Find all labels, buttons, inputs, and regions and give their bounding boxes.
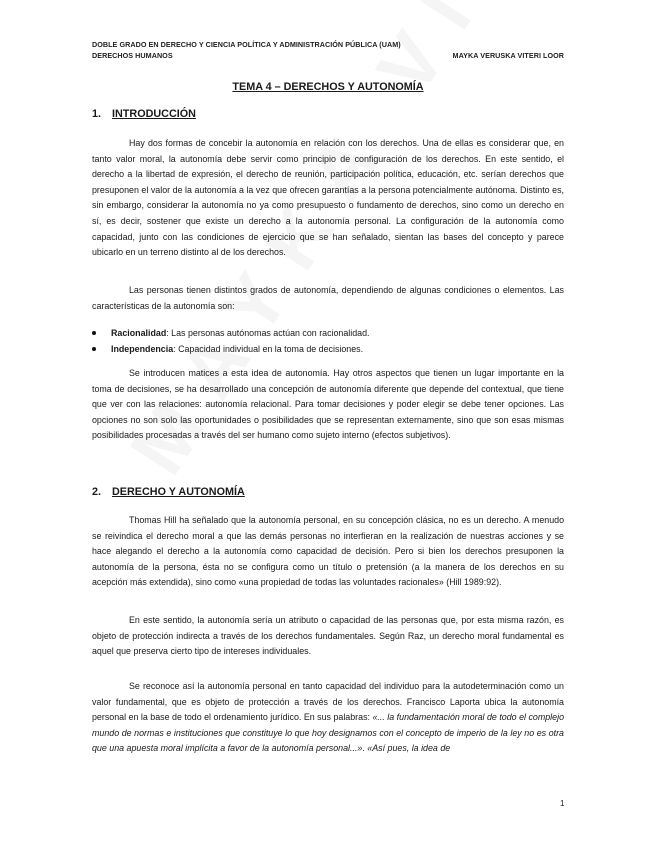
section-1-paragraph-1: Hay dos formas de concebir la autonomía en relación con los derechos. Una de ellas es considerar que, en tanto valor moral, la autonomía debe servir como principio de configuración de los derechos. En este sentido, el derecho a la libertad de expresión, el derecho de reunión, participación política, educación, etc. serían derechos que presuponen el valor de la autonomía a la vez que ofrecen garantías a la persona potencialmente autónoma. Distinto es, sin embargo, considerar la autonomía no ya como presupuesto o fundamento de derechos, sino como un derecho en sí, es decir, sostener que existe un derecho a la autonomía personal. La configuración de la autonomía como capacidad, junto con las condiciones de ejercicio que se han señalado, sientan las bases del concepto y parece ubicarlo en un terreno distinto al de los derechos. [92, 138, 564, 258]
bullet-icon [92, 347, 96, 351]
header-course: DOBLE GRADO EN DERECHO Y CIENCIA POLÍTICA Y ADMINISTRACIÓN PÚBLICA (UAM) [92, 40, 401, 49]
page-number: 1 [560, 799, 565, 808]
list-item [92, 342, 564, 358]
section-2-paragraph-2: En este sentido, la autonomía sería un atributo o capacidad de las personas que, por esta misma razón, es objeto de protección indirecta a través de los derechos fundamentales. Según Raz, un derecho moral fundamental es aquel que preserva cierto tipo de intereses individuales. [92, 615, 564, 657]
section-1-number: 1. [92, 108, 102, 120]
page-title: TEMA 4 – DERECHOS Y AUTONOMÍA [232, 81, 424, 93]
section-2-number: 2. [92, 486, 102, 498]
list-item [92, 326, 564, 342]
list-item-term: Independencia [111, 343, 174, 354]
section-2-label: DERECHO Y AUTONOMÍA [112, 486, 245, 498]
bullet-icon [92, 331, 96, 335]
list-item-text: : Las personas autónomas actúan con racionalidad. [166, 328, 370, 338]
header-subject-row [92, 51, 564, 60]
section-2-paragraph-1: Thomas Hill ha señalado que la autonomía personal, en su concepción clásica, no es un derecho. A menudo se reivindica el derecho moral a que las demás personas no interfieran en la realización de nuestras acciones y se hace alegando el derecho a la autonomía como capacidad de decisión. Pero si bien los derechos presuponen la autonomía de la persona, ésta no se configura como un título o pretensión (a la manera de los derechos en su acepción más extendida), sino como «una propiedad de todas las voluntades racionales» (Hill 1989:92). [92, 515, 564, 588]
section-1-label: INTRODUCCIÓN [112, 108, 196, 120]
section-1-paragraph-2: Las personas tienen distintos grados de autonomía, dependiendo de algunas condiciones o elementos. Las características de la autonomía son: [92, 285, 564, 311]
paragraph-text: . [362, 743, 368, 754]
header-subject: DERECHOS HUMANOS [92, 51, 173, 60]
section-2-heading [92, 486, 245, 498]
header-author: MAYKA VERUSKA VITERI LOOR [452, 51, 564, 60]
section-1-heading [92, 108, 196, 120]
section-2-paragraph-3 [92, 679, 564, 757]
characteristics-list [92, 326, 564, 357]
list-item-text: : Capacidad individual en la toma de decisiones. [173, 343, 364, 354]
paragraph-text: Se reconoce así la autonomía personal en tanto capacidad del individuo para la autodeterminación como un valor fundamental, que es objeto de protección a través de los derechos. Francisco Laporta ubica la autonomía personal en la base de todo el ordenamiento jurídico. En sus palabras: [92, 681, 564, 723]
laporta-quote: «... la fundamentación moral de todo el complejo mundo de normas e instituciones que constituye lo que hoy designamos con el concepto de imperio de la ley no es otra que una apuesta moral implícita a favor de la autonomía personal...» [92, 712, 564, 754]
section-1-paragraph-3: Se introducen matices a esta idea de autonomía. Hay otros aspectos que tienen un lugar importante en la toma de decisiones, se ha desarrollado una concepción de autonomía diferente que depende del contextual, que tiene que ver con las relaciones: autonomía relacional. Para tomar decisiones y poder elegir se debe tener opciones. Las opciones no son solo las oportunidades o posibilidades que se representan externamente, sino que son esas mismas posibilidades procesadas a través del ser humano como sujeto interno (efectos subjetivos). [92, 368, 564, 441]
list-item-term: Racionalidad [111, 328, 167, 338]
quote-continuation: «Así pues, la idea de [367, 743, 451, 754]
